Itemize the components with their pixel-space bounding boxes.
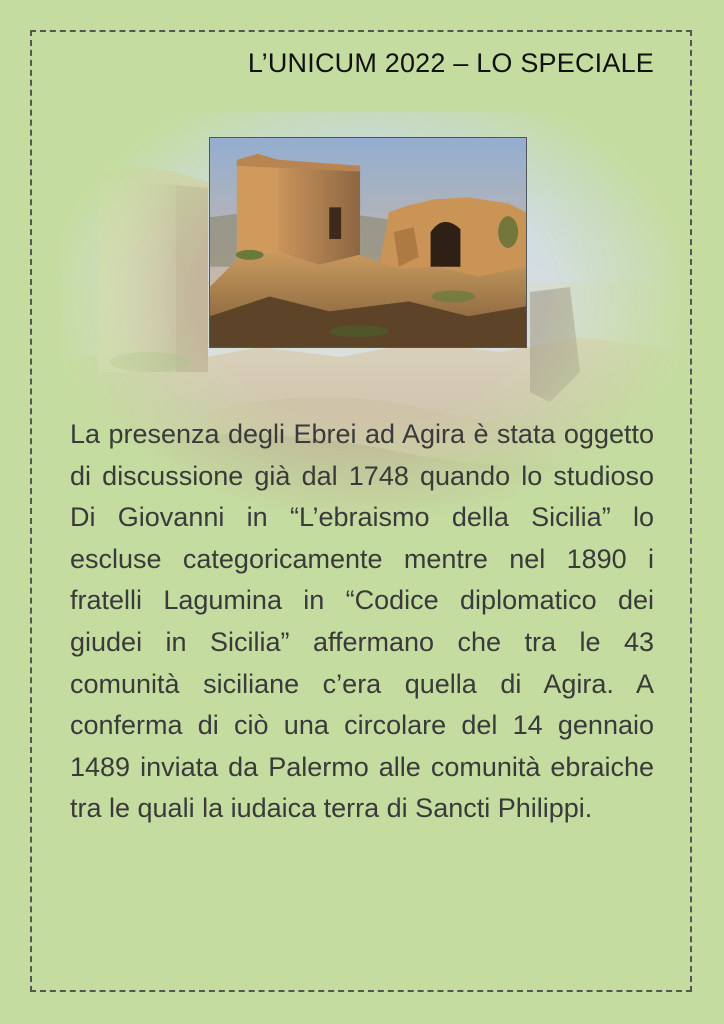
page-header-title: L’UNICUM 2022 – LO SPECIALE xyxy=(247,48,654,78)
article-body-text: La presenza degli Ebrei ad Agira è stata oggetto di discussione già dal 1748 quando lo studioso Di Giovanni in “L’ebraismo della Sicilia” lo escluse categoricamente mentre nel 1890 i fratelli Lagumina in “Codice diplomatico dei giudei in Sicilia” affermano che tra le 43 comunità siciliane c’era quella di Agira. A conferma di ciò una circolare del 14 gennaio 1489 inviata da Palermo alle comunità ebraiche tra le quali la iudaica terra di Sancti Philippi. xyxy=(70,419,654,824)
castle-ruins-inset-image xyxy=(209,137,527,348)
